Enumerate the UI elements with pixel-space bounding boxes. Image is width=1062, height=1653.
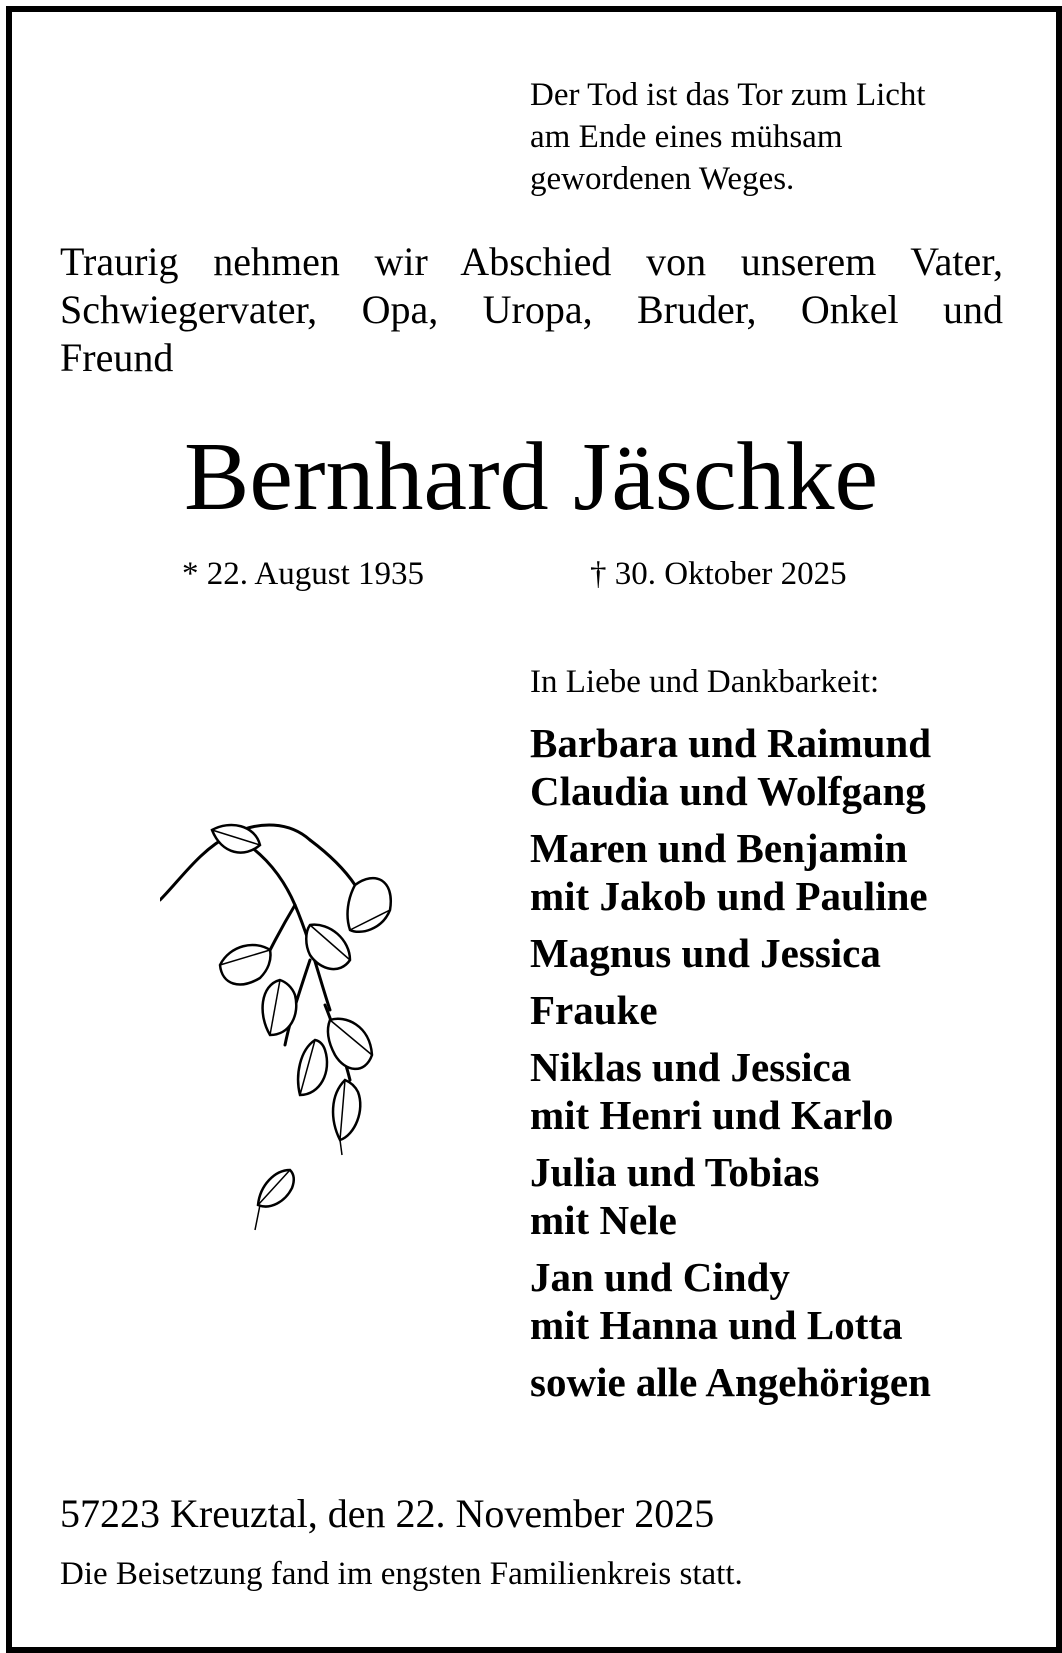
leaf-icon	[220, 945, 271, 984]
leaf-icon	[348, 878, 391, 932]
leaf-icon	[212, 825, 260, 853]
mourner-line: Claudia und Wolfgang	[530, 768, 926, 814]
mourner-line: Barbara und Raimund	[530, 720, 932, 766]
leaf-branch-illustration	[160, 810, 420, 1270]
leaf-icon	[333, 1080, 360, 1140]
mourner-line: Frauke	[530, 987, 658, 1033]
mourner-group	[530, 1148, 931, 1244]
quote-line: gewordenen Weges.	[530, 161, 795, 197]
mourner-group	[530, 824, 931, 920]
leaf-icon	[328, 1019, 372, 1069]
mourner-group	[530, 1043, 931, 1139]
deceased-name: Bernhard Jäschke	[184, 423, 878, 531]
quote-line: Der Tod ist das Tor zum Licht	[530, 77, 926, 113]
intro-text	[60, 238, 1003, 382]
intro-line: Freund	[60, 335, 174, 380]
leaf-icon	[258, 1170, 294, 1206]
leaf-icon	[306, 925, 350, 969]
quote-line: am Ende eines mühsam	[530, 119, 843, 155]
mourner-group	[530, 929, 931, 977]
mourner-group	[530, 719, 931, 815]
intro-line: Schwiegervater, Opa, Uropa, Bruder, Onkel und	[60, 287, 1003, 332]
intro-line: Traurig nehmen wir Abschied von unserem Vater,	[60, 239, 1003, 284]
quote	[530, 74, 926, 200]
mourner-line: mit Henri und Karlo	[530, 1092, 894, 1138]
mourner-line: mit Nele	[530, 1197, 677, 1243]
mourners-list	[530, 719, 931, 1415]
death-date: † 30. Oktober 2025	[590, 556, 847, 592]
mourner-line: mit Jakob und Pauline	[530, 873, 928, 919]
place-date: 57223 Kreuztal, den 22. November 2025	[60, 1491, 715, 1536]
mourner-line: Magnus und Jessica	[530, 930, 881, 976]
mourner-line: Maren und Benjamin	[530, 825, 908, 871]
mourner-line: sowie alle Angehörigen	[530, 1359, 931, 1405]
birth-date: * 22. August 1935	[182, 556, 425, 592]
mourners-heading: In Liebe und Dankbarkeit:	[530, 664, 880, 700]
mourner-line: mit Hanna und Lotta	[530, 1302, 903, 1348]
leaf-icon	[263, 980, 297, 1035]
mourner-line: Niklas und Jessica	[530, 1044, 852, 1090]
mourner-group	[530, 1253, 931, 1349]
mourner-line: Julia und Tobias	[530, 1149, 820, 1195]
mourner-group	[530, 1358, 931, 1406]
mourner-group	[530, 986, 931, 1034]
burial-note: Die Beisetzung fand im engsten Familienkreis statt.	[60, 1556, 743, 1592]
mourner-line: Jan und Cindy	[530, 1254, 790, 1300]
